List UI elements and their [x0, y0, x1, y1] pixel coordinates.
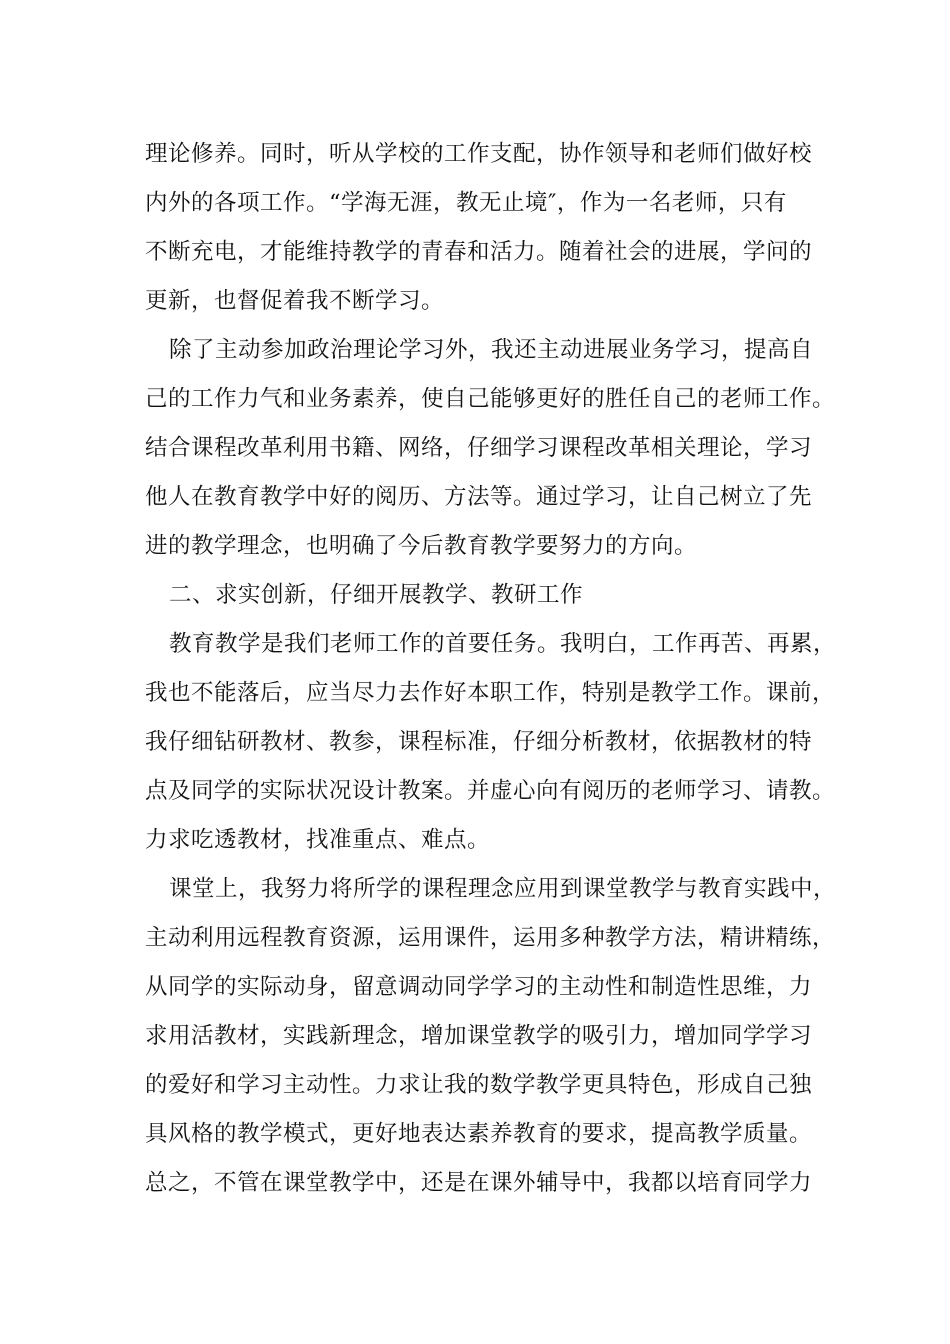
text-line: 我也不能落后，应当尽力去作好本职工作，特别是教学工作。课前， — [145, 680, 836, 706]
text-line: 力求吃透教材，找准重点、难点。 — [145, 827, 491, 853]
text-line: 总之，不管在课堂教学中，还是在课外辅导中，我都以培育同学力 — [145, 1170, 813, 1196]
text-line: 他人在教育教学中好的阅历、方法等。通过学习，让自己树立了先 — [145, 484, 813, 510]
text-line: 内外的各项工作。“学海无涯，教无止境″，作为一名老师，只有 — [145, 190, 787, 216]
text-line: 求用活教材，实践新理念，增加课堂教学的吸引力，增加同学学习 — [145, 1023, 813, 1049]
paragraph-start-line: 教育教学是我们老师工作的首要任务。我明白，工作再苦、再累， — [169, 631, 837, 657]
paragraph-start-line: 除了主动参加政治理论学习外，我还主动进展业务学习，提高自 — [169, 337, 814, 363]
section-heading: 二、求实创新，仔细开展教学、教研工作 — [169, 582, 584, 608]
text-line: 更新，也督促着我不断学习。 — [145, 288, 445, 314]
text-line: 从同学的实际动身，留意调动同学学习的主动性和制造性思维，力 — [145, 974, 813, 1000]
text-line: 结合课程改革利用书籍、网络，仔细学习课程改革相关理论，学习 — [145, 435, 813, 461]
text-line: 主动利用远程教育资源，运用课件，运用多种教学方法，精讲精练， — [145, 925, 836, 951]
text-line: 我仔细钻研教材、教参，课程标准，仔细分析教材，依据教材的特 — [145, 729, 813, 755]
text-line: 进的教学理念，也明确了今后教育教学要努力的方向。 — [145, 533, 698, 559]
text-line: 理论修养。同时，听从学校的工作支配，协作领导和老师们做好校 — [145, 141, 813, 167]
text-line: 不断充电，才能维持教学的青春和活力。随着社会的进展，学问的 — [145, 239, 813, 265]
paragraph-start-line: 课堂上，我努力将所学的课程理念应用到课堂教学与教育实践中， — [169, 876, 837, 902]
text-line: 的爱好和学习主动性。力求让我的数学教学更具特色，形成自己独 — [145, 1072, 813, 1098]
text-line: 具风格的教学模式，更好地表达素养教育的要求，提高教学质量。 — [145, 1121, 813, 1147]
text-line: 己的工作力气和业务素养，使自己能够更好的胜任自己的老师工作。 — [145, 386, 836, 412]
text-line: 点及同学的实际状况设计教案。并虚心向有阅历的老师学习、请教。 — [145, 778, 836, 804]
document-body — [145, 130, 835, 1208]
